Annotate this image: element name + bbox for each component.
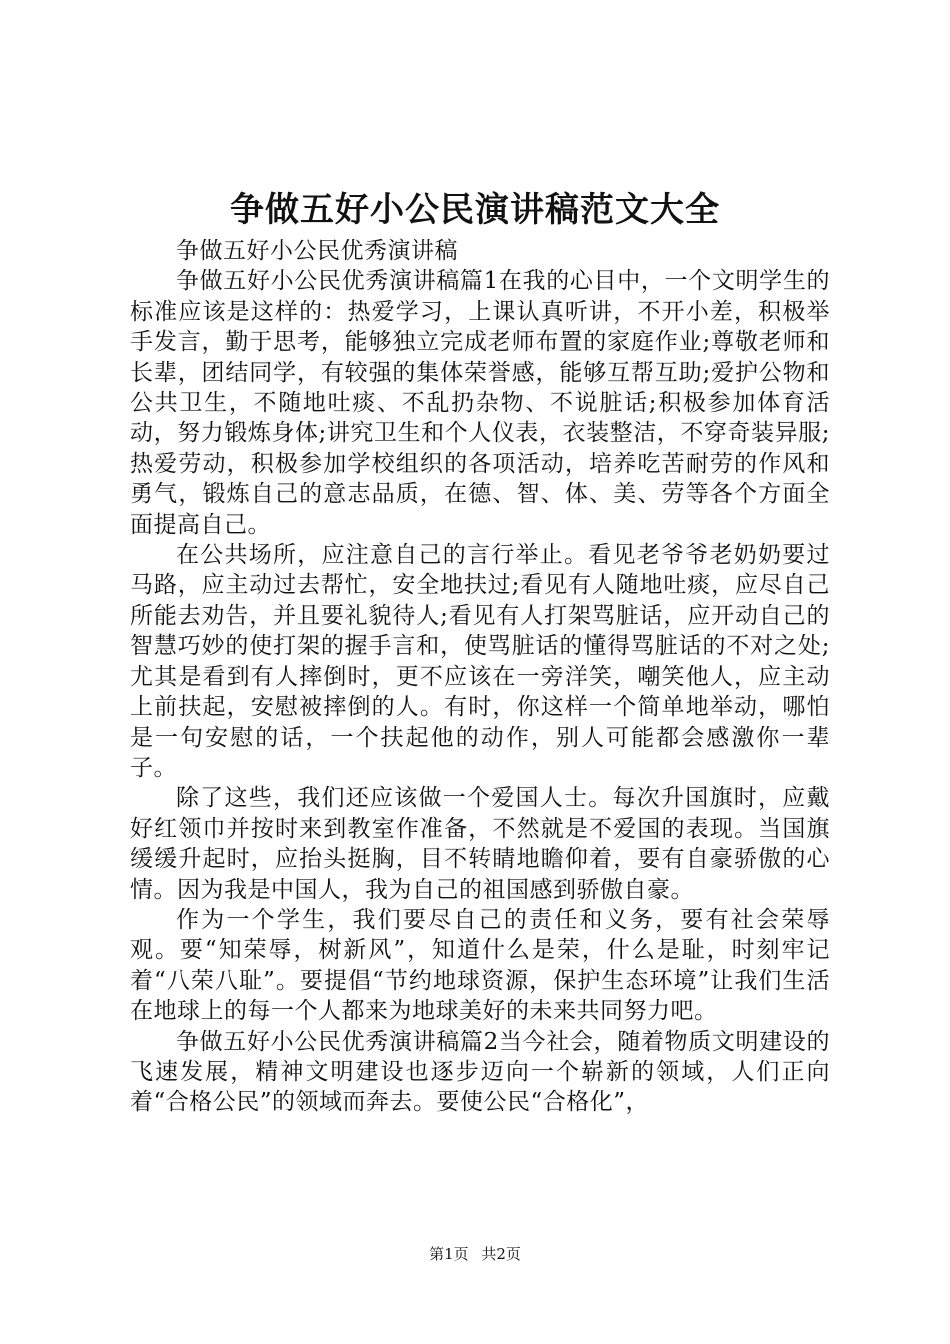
document-body [130, 236, 830, 1118]
page-footer [0, 1244, 950, 1264]
paragraph-subtitle: 争做五好小公民优秀演讲稿 [176, 238, 458, 264]
paragraph: 争做五好小公民优秀演讲稿篇2当今社会，随着物质文明建设的飞速发展，精神文明建设也逐步迈向一个崭新的领域，人们正向着“合格公民”的领域而奔去。要使公民“合格化”， [130, 1028, 830, 1116]
page-total: 共2页 [481, 1245, 521, 1263]
page-number: 第1页 [429, 1245, 469, 1263]
paragraph: 在公共场所，应注意自己的言行举止。看见老爷爷老奶奶要过马路，应主动过去帮忙，安全地扶过;看见有人随地吐痰，应尽自己所能去劝告，并且要礼貌待人;看见有人打架骂脏话，应开动自己的智慧巧妙的使打架的握手言和，使骂脏话的懂得骂脏话的不对之处;尤其是看到有人摔倒时，更不应该在一旁洋笑，嘲笑他人，应主动上前扶起，安慰被摔倒的人。有时，你这样一个简单地举动，哪怕是一句安慰的话，一个扶起他的动作，别人可能都会感激你一辈子。 [130, 542, 830, 781]
paragraph: 除了这些，我们还应该做一个爱国人士。每次升国旗时，应戴好红领巾并按时来到教室作准备，不然就是不爱国的表现。当国旗缓缓升起时，应抬头挺胸，目不转睛地瞻仰着，要有自豪骄傲的心情。因为我是中国人，我为自己的祖国感到骄傲自豪。 [130, 785, 830, 903]
paragraph: 作为一个学生，我们要尽自己的责任和义务，要有社会荣辱观。要“知荣辱，树新风”，知道什么是荣，什么是耻，时刻牢记着“八荣八耻”。要提倡“节约地球资源，保护生态环境”让我们生活在地球上的每一个人都来为地球美好的未来共同努力吧。 [130, 906, 830, 1025]
paragraph: 争做五好小公民优秀演讲稿篇1在我的心目中，一个文明学生的标准应该是这样的：热爱学习，上课认真听讲，不开小差，积极举手发言，勤于思考，能够独立完成老师布置的家庭作业;尊敬老师和长辈，团结同学，有较强的集体荣誉感，能够互帮互助;爱护公物和公共卫生，不随地吐痰、不乱扔杂物、不说脏话;积极参加体育活动，努力锻炼身体;讲究卫生和个人仪表，衣装整洁，不穿奇装异服;热爱劳动，积极参加学校组织的各项活动，培养吃苦耐劳的作风和勇气，锻炼自己的意志品质，在德、智、体、美、劳等各个方面全面提高自己。 [130, 268, 830, 538]
document-title: 争做五好小公民演讲稿范文大全 [230, 190, 720, 230]
